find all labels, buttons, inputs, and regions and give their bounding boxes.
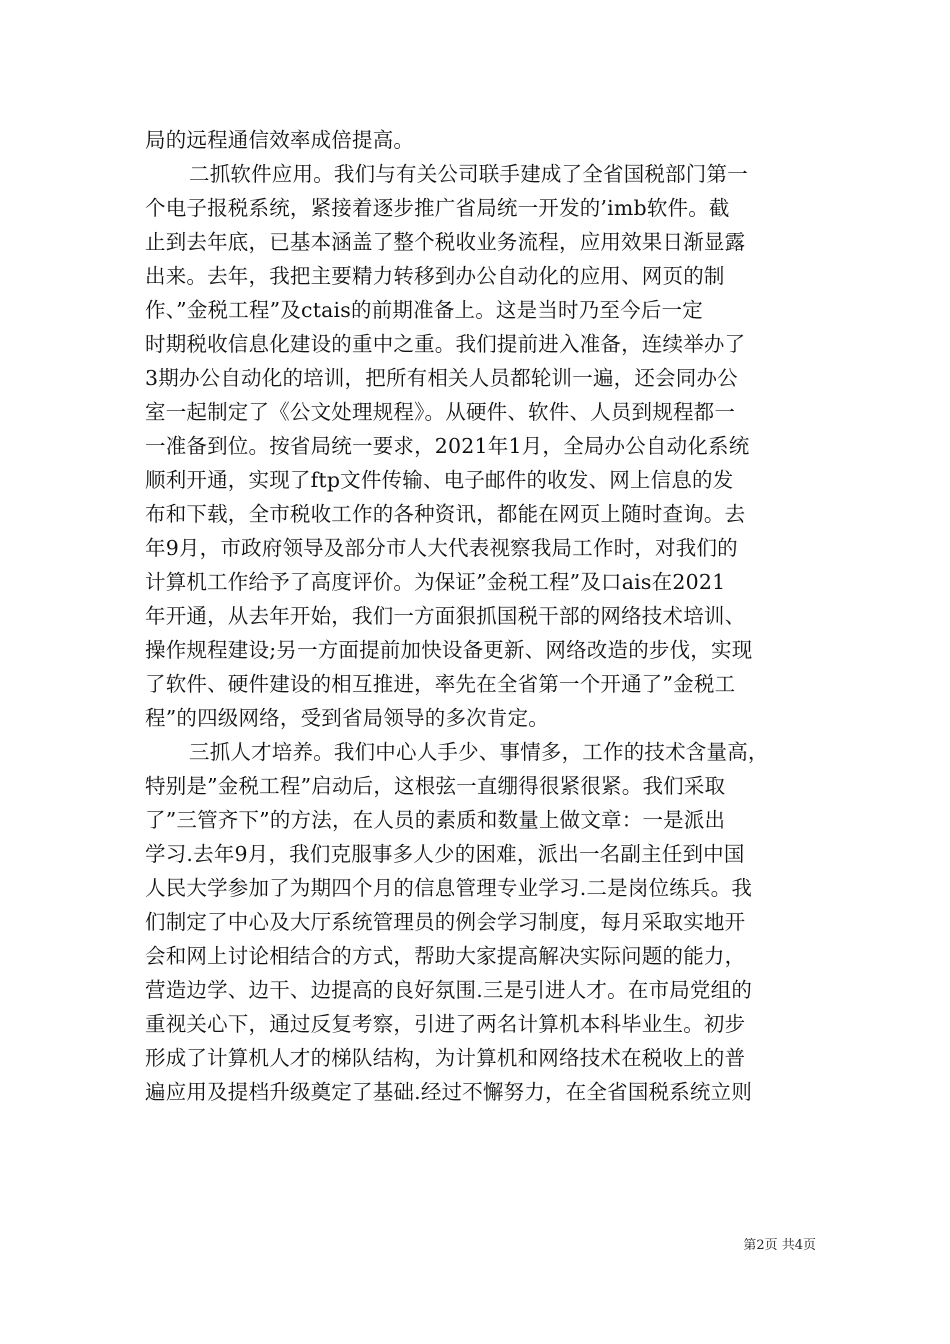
text-line: 室一起制定了《公文处理规程》。从硬件、软件、人员到规程都一 [145,400,736,424]
text-line: 止到去年底，已基本涵盖了整个税收业务流程，应用效果日渐显露 [145,230,746,254]
text-line: 人民大学参加了为期四个月的信息管理专业学习.二是岗位练兵。我 [145,876,753,900]
text-line: 学习.去年9月，我们克服事多人少的困难，派出一名副主任到中国 [145,842,745,866]
paragraph-start: 二抓软件应用。我们与有关公司联手建成了全省国税部门第一 [189,162,748,186]
text-line: 局的远程通信效率成倍提高。 [145,128,415,152]
text-line: 了”三管齐下”的方法，在人员的素质和数量上做文章：一是派出 [145,808,726,832]
text-line: 出来。去年，我把主要精力转移到办公自动化的应用、网页的制 [145,264,725,288]
text-line: 布和下载，全市税收工作的各种资讯，都能在网页上随时查询。去 [145,502,746,526]
text-line: 顺利开通，实现了ftp文件传输、电子邮件的收发、网上信息的发 [145,468,734,492]
page-number: 第2页 共4页 [743,1238,816,1253]
text-line: 作、”金税工程”及ctais的前期准备上。这是当时乃至今后一定 [145,298,703,322]
text-line: 时期税收信息化建设的重中之重。我们提前进入准备，连续举办了 [145,332,746,356]
text-line: 了软件、硬件建设的相互推进，率先在全省第一个开通了”金税工 [145,672,736,696]
text-line: 营造边学、边干、边提高的良好氛围.三是引进人才。在市局党组的 [145,978,753,1002]
text-line: 操作规程建设;另一方面提前加快设备更新、网络改造的步伐，实现 [145,638,753,662]
text-line: 一准备到位。按省局统一要求，2021年1月，全局办公自动化系统 [145,434,750,458]
text-line: 重视关心下，通过反复考察，引进了两名计算机本科毕业生。初步 [145,1012,746,1036]
text-line: 年9月，市政府领导及部分市人大代表视察我局工作时，对我们的 [145,536,738,560]
text-line: 计算机工作给予了高度评价。为保证”金税工程”及口ais在2021 [145,570,726,594]
text-line: 年开通，从去年开始，我们一方面狠抓国税干部的网络技术培训、 [145,604,746,628]
text-line: 形成了计算机人才的梯队结构，为计算机和网络技术在税收上的普 [145,1046,746,1070]
text-line: 会和网上讨论相结合的方式，帮助大家提高解决实际问题的能力， [145,944,746,968]
text-line: 个电子报税系统，紧接着逐步推广省局统一开发的’imb软件。截 [145,196,730,220]
text-line: 遍应用及提档升级奠定了基础.经过不懈努力，在全省国税系统立则 [145,1080,753,1104]
text-line: 特别是”金税工程”启动后，这根弦一直绷得很紧很紧。我们采取 [145,774,726,798]
paragraph-start: 三抓人才培养。我们中心人手少、事情多，工作的技术含量高， [189,740,769,764]
text-line: 3期办公自动化的培训，把所有相关人员都轮训一遍，还会同办公 [145,366,738,390]
text-line: 程”的四级网络，受到省局领导的多次肯定。 [145,706,549,730]
text-line: 们制定了中心及大厅系统管理员的例会学习制度，每月采取实地开 [145,910,746,934]
